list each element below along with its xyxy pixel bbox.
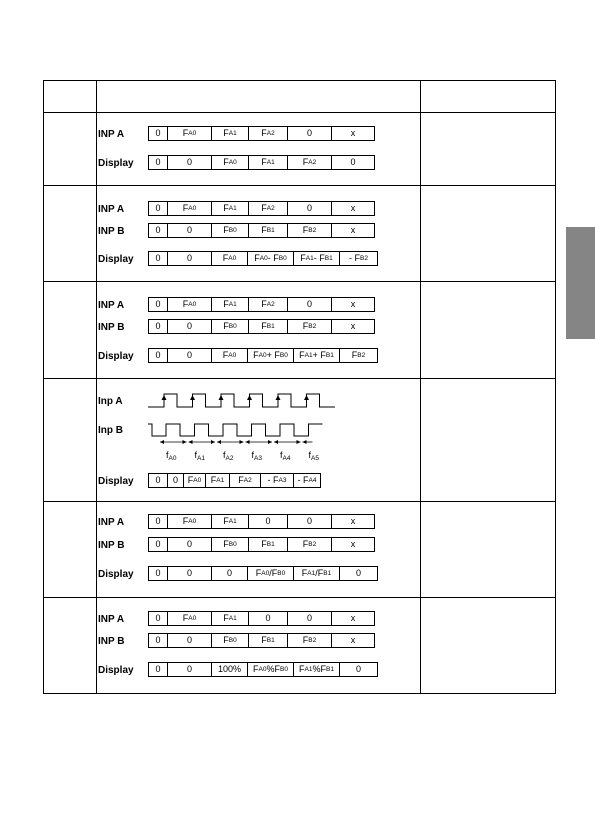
timing-table xyxy=(43,80,556,694)
sequence-cell: 0 xyxy=(148,251,168,266)
rising-edge-arrow-icon xyxy=(190,395,195,400)
rising-edge-arrow-icon xyxy=(162,395,167,400)
sequence-cell: x xyxy=(332,514,375,529)
sequence-row xyxy=(148,251,378,266)
sequence-cell: 0 xyxy=(148,473,168,488)
sequence-cell: 0 xyxy=(168,251,212,266)
sequence-cell: F B0 xyxy=(212,537,249,552)
sequence-cell: 0 xyxy=(168,537,212,552)
inp-b-waveform xyxy=(148,424,323,436)
sequence-cell: 0 xyxy=(288,611,332,626)
sequence-cell: 100% xyxy=(212,662,248,677)
sequence-cell: F A0 xyxy=(212,348,248,363)
sequence-cell: F B2 xyxy=(288,319,332,334)
period-label: $f_{A2}$ xyxy=(223,450,234,462)
period-label: $f_{A0}$ xyxy=(166,450,177,462)
sequence-cell: F A1 - F B1 xyxy=(294,251,340,266)
row-label: INP B xyxy=(98,322,125,333)
sequence-cell: 0 xyxy=(148,611,168,626)
sequence-cell: 0 xyxy=(168,473,184,488)
sequence-row xyxy=(148,611,375,626)
row-label: INP B xyxy=(98,540,125,551)
arrow-right-icon xyxy=(240,440,244,444)
sequence-cell: 0 xyxy=(288,201,332,216)
sequence-row xyxy=(148,473,321,488)
arrow-right-icon xyxy=(297,440,301,444)
sequence-cell: F A1 xyxy=(212,126,249,141)
sequence-row xyxy=(148,662,378,677)
row-label: Display xyxy=(98,254,134,265)
rising-edge-arrow-icon xyxy=(247,395,252,400)
sequence-row xyxy=(148,201,375,216)
table-border-bottom xyxy=(43,693,556,694)
row-label: INP A xyxy=(98,204,125,215)
sequence-row xyxy=(148,566,378,581)
sequence-cell: 0 xyxy=(168,633,212,648)
sequence-cell: 0 xyxy=(148,662,168,677)
period-label: $f_{A5}$ xyxy=(308,450,319,462)
sequence-cell: F B1 xyxy=(249,537,288,552)
sequence-row xyxy=(148,319,375,334)
table-border-right xyxy=(555,80,556,694)
row-label: INP A xyxy=(98,129,125,140)
row-label: INP B xyxy=(98,226,125,237)
row-label: INP A xyxy=(98,614,125,625)
sequence-cell: F A2 xyxy=(230,473,261,488)
table-border-left xyxy=(43,80,44,694)
sequence-cell: 0 xyxy=(168,319,212,334)
arrow-left-icon xyxy=(274,440,278,444)
sequence-row xyxy=(148,514,375,529)
sequence-cell: 0 xyxy=(148,566,168,581)
row-label: Display xyxy=(98,158,134,169)
period-label: $f_{A1}$ xyxy=(194,450,205,462)
sequence-cell: 0 xyxy=(148,514,168,529)
sequence-cell: F A1 xyxy=(212,297,249,312)
sequence-cell: 0 xyxy=(249,514,288,529)
column-divider xyxy=(96,80,97,694)
sequence-row xyxy=(148,297,375,312)
sequence-cell: 0 xyxy=(148,155,168,170)
sequence-cell: F B2 xyxy=(288,633,332,648)
sequence-cell: 0 xyxy=(148,319,168,334)
sequence-cell: F A0 xyxy=(168,201,212,216)
sequence-cell: 0 xyxy=(288,514,332,529)
sequence-cell: - F A4 xyxy=(294,473,321,488)
header-divider xyxy=(43,112,556,113)
sequence-cell: F B0 xyxy=(212,633,249,648)
sequence-cell: 0 xyxy=(168,662,212,677)
sequence-cell: F B2 xyxy=(340,348,378,363)
arrow-left-icon xyxy=(246,440,250,444)
sequence-cell: F A0 xyxy=(168,611,212,626)
wave-label-inp-a: Inp A xyxy=(98,396,123,407)
rising-edge-arrow-icon xyxy=(276,395,281,400)
side-tab xyxy=(566,227,595,339)
sequence-cell: 0 xyxy=(148,537,168,552)
row-label: INP A xyxy=(98,517,125,528)
sequence-cell: x xyxy=(332,223,375,238)
sequence-cell: F A1 xyxy=(249,155,288,170)
sequence-cell: F A0 xyxy=(168,297,212,312)
sequence-cell: 0 xyxy=(340,662,378,677)
sequence-cell: F A0 %F B0 xyxy=(248,662,294,677)
sequence-cell: 0 xyxy=(288,297,332,312)
sequence-cell: F B1 xyxy=(249,633,288,648)
row-label: Display xyxy=(98,351,134,362)
sequence-cell: 0 xyxy=(332,155,375,170)
sequence-cell: 0 xyxy=(168,566,212,581)
sequence-cell: 0 xyxy=(249,611,288,626)
sequence-cell: F A1 xyxy=(212,201,249,216)
row-divider xyxy=(43,281,556,282)
sequence-cell: 0 xyxy=(148,201,168,216)
sequence-cell: F B0 xyxy=(212,319,249,334)
table-border-top xyxy=(43,80,556,81)
row-label: INP A xyxy=(98,300,125,311)
rising-edge-arrow-icon xyxy=(219,395,224,400)
sequence-cell: 0 xyxy=(168,223,212,238)
sequence-cell: - F B2 xyxy=(340,251,378,266)
sequence-cell: F A0 xyxy=(168,514,212,529)
sequence-cell: F A1 xyxy=(212,514,249,529)
sequence-cell: F A0 xyxy=(212,155,249,170)
sequence-cell: F B2 xyxy=(288,223,332,238)
row-divider xyxy=(43,597,556,598)
sequence-cell: x xyxy=(332,537,375,552)
sequence-cell: 0 xyxy=(168,348,212,363)
sequence-cell: F A0 xyxy=(168,126,212,141)
sequence-cell: 0 xyxy=(148,348,168,363)
sequence-cell: 0 xyxy=(148,633,168,648)
sequence-cell: 0 xyxy=(148,297,168,312)
arrow-left-icon xyxy=(217,440,221,444)
sequence-cell: x xyxy=(332,319,375,334)
wave-label-inp-b: Inp B xyxy=(98,425,123,436)
sequence-row xyxy=(148,537,375,552)
sequence-cell: x xyxy=(332,297,375,312)
sequence-cell: x xyxy=(332,633,375,648)
arrow-right-icon xyxy=(268,440,272,444)
arrow-right-icon xyxy=(211,440,215,444)
column-divider xyxy=(420,80,421,694)
sequence-cell: F B1 xyxy=(249,319,288,334)
sequence-cell: F B0 xyxy=(212,223,249,238)
sequence-cell: F A2 xyxy=(249,126,288,141)
sequence-cell: x xyxy=(332,126,375,141)
sequence-cell: F B2 xyxy=(288,537,332,552)
sequence-cell: x xyxy=(332,201,375,216)
arrow-right-icon xyxy=(183,440,187,444)
sequence-cell: 0 xyxy=(340,566,378,581)
sequence-cell: x xyxy=(332,611,375,626)
sequence-cell: - F A3 xyxy=(261,473,294,488)
sequence-row xyxy=(148,633,375,648)
sequence-cell: F A1 %F B1 xyxy=(294,662,340,677)
row-label: Display xyxy=(98,569,134,580)
sequence-cell: 0 xyxy=(168,155,212,170)
sequence-cell: F A1 xyxy=(212,611,249,626)
sequence-cell: F A1 xyxy=(206,473,230,488)
row-divider xyxy=(43,501,556,502)
sequence-cell: F A0 xyxy=(184,473,206,488)
sequence-cell: F A0 + F B0 xyxy=(248,348,294,363)
row-divider xyxy=(43,185,556,186)
arrow-left-icon xyxy=(160,440,164,444)
sequence-cell: F B1 xyxy=(249,223,288,238)
row-divider xyxy=(43,378,556,379)
sequence-cell: F A0 /F B0 xyxy=(248,566,294,581)
sequence-cell: 0 xyxy=(288,126,332,141)
rising-edge-arrow-icon xyxy=(304,395,309,400)
sequence-cell: 0 xyxy=(212,566,248,581)
sequence-row xyxy=(148,223,375,238)
row-label: Display xyxy=(98,665,134,676)
row-label: INP B xyxy=(98,636,125,647)
sequence-row xyxy=(148,155,375,170)
sequence-cell: F A2 xyxy=(288,155,332,170)
sequence-cell: F A1 /F B1 xyxy=(294,566,340,581)
row-label: Display xyxy=(98,476,134,487)
arrow-left-icon xyxy=(189,440,193,444)
period-label: $f_{A4}$ xyxy=(280,450,291,462)
period-label: $f_{A3}$ xyxy=(251,450,262,462)
sequence-cell: 0 xyxy=(148,223,168,238)
sequence-cell: F A2 xyxy=(249,297,288,312)
sequence-cell: F A1 + F B1 xyxy=(294,348,340,363)
sequence-cell: F A2 xyxy=(249,201,288,216)
sequence-cell: 0 xyxy=(148,126,168,141)
sequence-cell: F A0 xyxy=(212,251,248,266)
sequence-row xyxy=(148,348,378,363)
sequence-cell: F A0 - F B0 xyxy=(248,251,294,266)
sequence-row xyxy=(148,126,375,141)
